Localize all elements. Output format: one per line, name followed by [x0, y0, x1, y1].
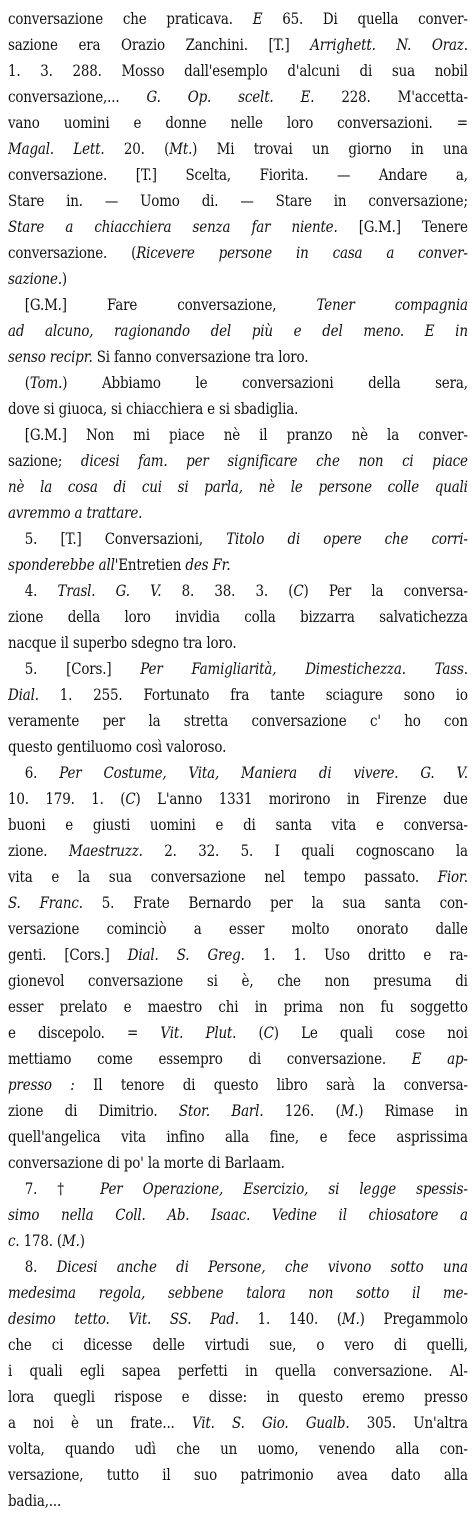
roman-text: 65. Di quella conver- [262, 9, 468, 28]
roman-text: ( [236, 1023, 264, 1042]
text-line [8, 1488, 468, 1514]
italic-text: M. [340, 1101, 359, 1120]
text-line [8, 1176, 468, 1202]
text-line [8, 630, 468, 656]
roman-text: sazione; [8, 451, 81, 470]
italic-text: des Fr. [185, 555, 231, 574]
text-line [8, 1046, 468, 1072]
italic-text: Vit. Plut. [160, 1023, 237, 1042]
italic-text: E ap- [411, 1049, 468, 1068]
italic-text: Dial. [8, 685, 39, 704]
roman-text: ) Per la conversa- [303, 581, 468, 600]
text-line [8, 1150, 468, 1176]
italic-text: simo nella Coll. Ab. Isaac. Vedine il chiosatore a [8, 1205, 468, 1224]
text-line [8, 162, 468, 188]
roman-text: conversazione che praticava. [8, 9, 253, 28]
text-line [8, 1384, 468, 1410]
roman-text: Si fanno conversazione tra loro. [92, 347, 309, 366]
italic-text: c. [8, 1231, 20, 1250]
roman-text: ) [79, 1231, 85, 1250]
roman-text: 8. 38. 3. ( [161, 581, 294, 600]
italic-text: Tom. [29, 373, 63, 392]
roman-text: 5. [Cors.] [24, 659, 141, 678]
text-line [8, 812, 468, 838]
italic-text: desimo tetto. Vit. SS. Pad. [8, 1309, 239, 1328]
roman-text: ) Le quali cose noi [273, 1023, 468, 1042]
roman-text: buoni e giusti uomini e di santa vita e conversa- [8, 815, 468, 834]
italic-text: G. Op. scelt. E. [146, 87, 315, 106]
text-line [8, 448, 468, 474]
text-line [8, 994, 468, 1020]
roman-text: badia,... [8, 1491, 62, 1510]
roman-text: Stare in. — Uomo di. — Stare in conversazione; [8, 191, 468, 210]
roman-text: 126. ( [263, 1101, 341, 1120]
roman-text: ) Pregammolo [359, 1309, 468, 1328]
text-line [8, 578, 468, 604]
roman-text: ) L'anno 1331 morirono in Firenze due [135, 789, 468, 808]
italic-text: M. [341, 1309, 360, 1328]
roman-text: 5. [T.] Conversazioni, [24, 529, 227, 548]
roman-text: ( [24, 373, 30, 392]
italic-text: C [125, 789, 136, 808]
roman-text: ) Mi trovai un giorno in una [192, 139, 468, 158]
roman-text: zione. [8, 841, 69, 860]
text-line [8, 32, 468, 58]
roman-text: 7. † [24, 1179, 101, 1198]
roman-text: vano uomini e donne nelle loro conversazioni. = [8, 113, 468, 132]
italic-text: M. [62, 1231, 80, 1250]
italic-text: Stare a chiacchiera senza far niente. [8, 217, 338, 236]
roman-text: genti. [Cors.] [8, 945, 128, 964]
text-line [8, 214, 468, 240]
text-line [8, 422, 468, 448]
roman-text: questo gentiluomo così valoroso. [8, 737, 227, 756]
text-line [8, 734, 468, 760]
text-line [8, 396, 468, 422]
text-line [8, 1410, 468, 1436]
italic-text: C [293, 581, 304, 600]
text-line [8, 1228, 468, 1254]
italic-text: Stor. Barl. [178, 1101, 264, 1120]
text-line [8, 474, 468, 500]
roman-text: conversazione,... [8, 87, 147, 106]
text-line [8, 1280, 468, 1306]
italic-text: Per Famigliarità, Dimestichezza. Tass. [140, 659, 468, 678]
text-line [8, 864, 468, 890]
text-line [8, 916, 468, 942]
roman-text: 2. 32. 5. I quali cognoscano la [142, 841, 468, 860]
text-line [8, 1072, 468, 1098]
text-line [8, 1098, 468, 1124]
text-line [8, 1332, 468, 1358]
text-line [8, 266, 468, 292]
roman-text: 10. 179. 1. ( [8, 789, 126, 808]
roman-text: 20. ( [104, 139, 170, 158]
text-line [8, 344, 468, 370]
italic-text: S. Franc. [8, 893, 83, 912]
italic-text: E [252, 9, 263, 28]
roman-text: conversazione. [T.] Scelta, Fiorita. — Andare a, [8, 165, 468, 184]
roman-text: 1. 1. Uso dritto e ra- [244, 945, 468, 964]
text-line [8, 1462, 468, 1488]
text-line [8, 1436, 468, 1462]
roman-text: 6. [24, 763, 60, 782]
roman-text: ) [61, 269, 68, 288]
text-line [8, 526, 468, 552]
roman-text: ) Rimase in [358, 1101, 468, 1120]
roman-text: versazione, tutto il suo patrimonio avea dato alla [8, 1465, 468, 1484]
roman-text: volta, quando udì che un uomo, venendo alla con- [8, 1439, 468, 1458]
roman-text: versazione cominciò a esser molto onorato dalle [8, 919, 468, 938]
text-line [8, 604, 468, 630]
italic-text: Fior. [437, 867, 468, 886]
roman-text: i quali egli sapea perfetti in quella conversazione. Al- [8, 1361, 468, 1380]
roman-text: 5. Frate Bernardo per la sua santa con- [82, 893, 468, 912]
text-line [8, 838, 468, 864]
roman-text: mettiamo come essempro di conversazione. [8, 1049, 412, 1068]
text-line [8, 1020, 468, 1046]
roman-text: nacque il superbo sdegno tra loro. [8, 633, 237, 652]
italic-text: nè la cosa di cui si parla, nè le persone colle quali [8, 477, 468, 496]
text-line [8, 942, 468, 968]
text-line [8, 760, 468, 786]
text-line [8, 188, 468, 214]
text-line [8, 370, 468, 396]
roman-text: Entretien [118, 555, 186, 574]
roman-text: 1. 3. 288. Mosso dall'esemplo d'alcuni di sua nobil [8, 61, 468, 80]
text-line [8, 1124, 468, 1150]
text-line [8, 58, 468, 84]
roman-text: 8. [24, 1257, 57, 1276]
text-line [8, 708, 468, 734]
text-line [8, 1306, 468, 1332]
roman-text: Il tenore di questo libro sarà la conversa- [74, 1075, 468, 1094]
italic-text: Dicesi anche di Persone, che vivono sotto una [56, 1257, 468, 1276]
roman-text: quell'angelica vita infino alla fine, e fece asprissima [8, 1127, 468, 1146]
text-line [8, 240, 468, 266]
text-line [8, 6, 468, 32]
text-line [8, 682, 468, 708]
text-line [8, 318, 468, 344]
roman-text: [G.M.] Fare conversazione, [24, 295, 317, 314]
italic-text: Dial. S. Greg. [127, 945, 245, 964]
roman-text: 1. 255. Fortunato fra tante sciagure sono io [38, 685, 468, 704]
text-line [8, 1202, 468, 1228]
italic-text: senso recipr. [8, 347, 93, 366]
italic-text: Per Costume, Vita, Maniera di vivere. G. V. [59, 763, 468, 782]
roman-text: lora quegli rispose e disse: in questo eremo presso [8, 1387, 468, 1406]
italic-text: Ricevere persone in casa a conver- [136, 243, 468, 262]
italic-text: dicesi fam. per significare che non ci piace [80, 451, 468, 470]
roman-text: 4. [24, 581, 58, 600]
italic-text: avremmo a trattare. [8, 503, 143, 522]
italic-text: medesima regola, sebbene talora non sotto il me- [8, 1283, 468, 1302]
italic-text: presso : [8, 1075, 75, 1094]
italic-text: Tener compagnia [316, 295, 468, 314]
text-line [8, 786, 468, 812]
roman-text: zione della loro invidia colla bizzarra salvatichezza [8, 607, 468, 626]
text-line [8, 84, 468, 110]
italic-text: Per Operazione, Esercizio, si legge spessis- [100, 1179, 468, 1198]
dictionary-column [8, 6, 468, 1510]
roman-text: e discepolo. = [8, 1023, 161, 1042]
roman-text: [G.M.] Tenere [337, 217, 468, 236]
roman-text: 305. Un'altra [349, 1413, 468, 1432]
roman-text: vita e la sua conversazione nel tempo passato. [8, 867, 438, 886]
roman-text: gionevol conversazione si è, che non presuma di [8, 971, 468, 990]
roman-text: zione di Dimitrio. [8, 1101, 179, 1120]
roman-text: 228. M'accetta- [314, 87, 468, 106]
italic-text: C [263, 1023, 274, 1042]
italic-text: sponderebbe all' [8, 555, 119, 574]
roman-text: sazione era Orazio Zanchini. [T.] [8, 35, 311, 54]
text-line [8, 552, 468, 578]
italic-text: sazione. [8, 269, 62, 288]
text-line [8, 968, 468, 994]
text-line [8, 890, 468, 916]
roman-text: dove si giuoca, si chiacchiera e si sbadiglia. [8, 399, 299, 418]
roman-text: conversazione. ( [8, 243, 137, 262]
roman-text: esser prelato e maestro chi in prima non fu soggetto [8, 997, 468, 1016]
italic-text: Mt. [169, 139, 193, 158]
roman-text: a noi è un frate... [8, 1413, 192, 1432]
text-line [8, 1358, 468, 1384]
italic-text: ad alcuno, ragionando del più e del meno. E in [8, 321, 468, 340]
text-line [8, 500, 468, 526]
italic-text: Trasl. G. V. [57, 581, 162, 600]
roman-text: 1. 140. ( [238, 1309, 342, 1328]
roman-text: che ci dicesse delle virtudi sue, o vero di quelli, [8, 1335, 468, 1354]
italic-text: Magal. Lett. [8, 139, 105, 158]
text-line [8, 1254, 468, 1280]
italic-text: Maestruzz. [68, 841, 143, 860]
italic-text: Arrighett. N. Oraz. [310, 35, 468, 54]
roman-text: [G.M.] Non mi piace nè il pranzo nè la conver- [24, 425, 468, 444]
roman-text: 178. ( [19, 1231, 63, 1250]
roman-text: veramente per la stretta conversazione c' ho con [8, 711, 468, 730]
italic-text: Vit. S. Gio. Gualb. [191, 1413, 350, 1432]
text-line [8, 656, 468, 682]
text-line [8, 136, 468, 162]
text-line [8, 292, 468, 318]
roman-text: ) Abbiamo le conversazioni della sera, [62, 373, 468, 392]
italic-text: Titolo di opere che corri- [226, 529, 468, 548]
roman-text: conversazione di po' la morte di Barlaam. [8, 1153, 285, 1172]
text-line [8, 110, 468, 136]
